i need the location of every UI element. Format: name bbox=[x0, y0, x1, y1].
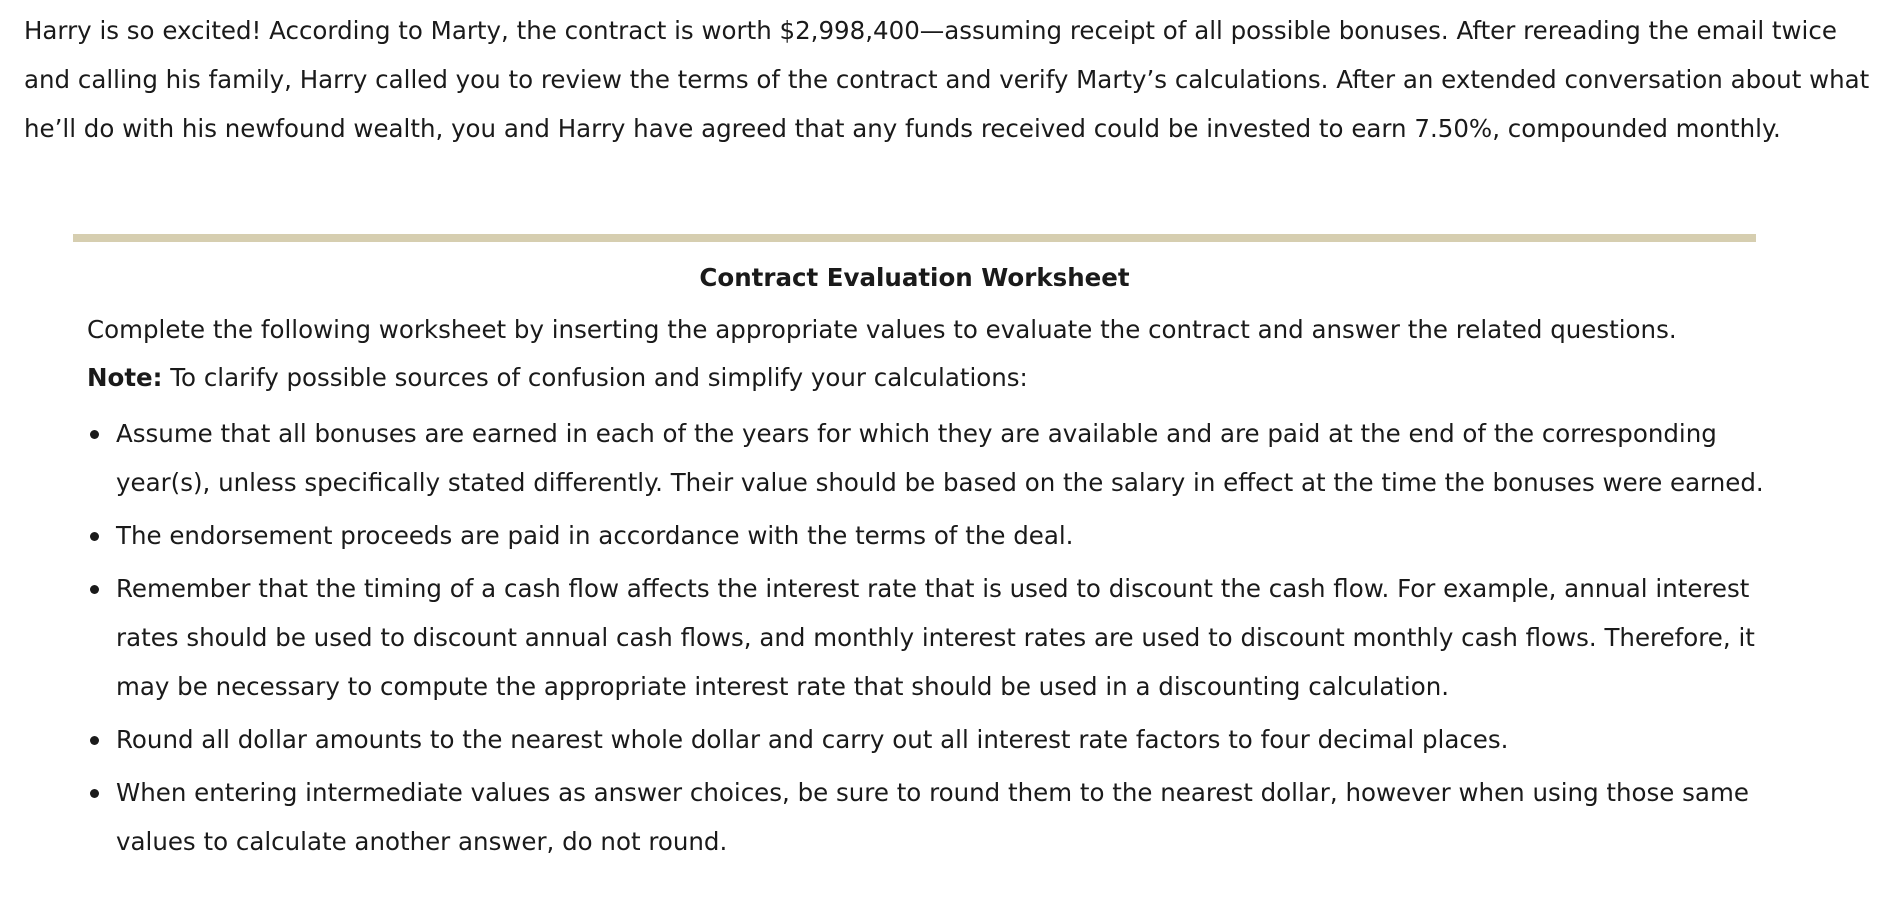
list-item-text: Round all dollar amounts to the nearest whole dollar and carry out all interest rate factors to four decimal places. bbox=[116, 725, 1509, 754]
bullet-icon bbox=[90, 789, 99, 798]
assumptions-list bbox=[87, 409, 1772, 870]
bullet-icon bbox=[90, 430, 99, 439]
list-item bbox=[87, 768, 1772, 866]
list-item bbox=[87, 715, 1772, 764]
note-label: Note: bbox=[87, 363, 163, 392]
note-text: To clarify possible sources of confusion and simplify your calculations: bbox=[162, 363, 1028, 392]
bullet-icon bbox=[90, 532, 99, 541]
worksheet-title: Contract Evaluation Worksheet bbox=[699, 263, 1130, 292]
section-divider bbox=[73, 234, 1756, 242]
bullet-icon bbox=[90, 736, 99, 745]
list-item-text: Remember that the timing of a cash flow affects the interest rate that is used to discount the cash flow. For example, annual interest rates should be used to discount annual cash flows, and monthly interest rates are used to discount monthly cash flows. Therefore, it may be necessary to compute the appropriate interest rate that should be used in a discounting calculation. bbox=[116, 574, 1755, 701]
list-item bbox=[87, 511, 1772, 560]
worksheet-instruction: Complete the following worksheet by inserting the appropriate values to evaluate the contract and answer the related questions. bbox=[87, 315, 1677, 344]
list-item-text: When entering intermediate values as answer choices, be sure to round them to the nearest dollar, however when using those same values to calculate another answer, do not round. bbox=[116, 778, 1749, 856]
bullet-icon bbox=[90, 585, 99, 594]
list-item-text: The endorsement proceeds are paid in accordance with the terms of the deal. bbox=[116, 521, 1074, 550]
list-item bbox=[87, 564, 1772, 711]
list-item bbox=[87, 409, 1772, 507]
worksheet-note bbox=[87, 358, 1767, 398]
intro-paragraph: Harry is so excited! According to Marty, the contract is worth $2,998,400—assuming receipt of all possible bonuses. After rereading the email twice and calling his family, Harry called you to review the terms of the contract and verify Marty’s calculations. After an extended conversation about what he’ll do with his newfound wealth, you and Harry have agreed that any funds received could be invested to earn 7.50%, compounded monthly. bbox=[24, 16, 1870, 143]
list-item-text: Assume that all bonuses are earned in each of the years for which they are available and are paid at the end of the corresponding year(s), unless specifically stated differently. Their value should be based on the salary in effect at the time the bonuses were earned. bbox=[116, 419, 1764, 497]
